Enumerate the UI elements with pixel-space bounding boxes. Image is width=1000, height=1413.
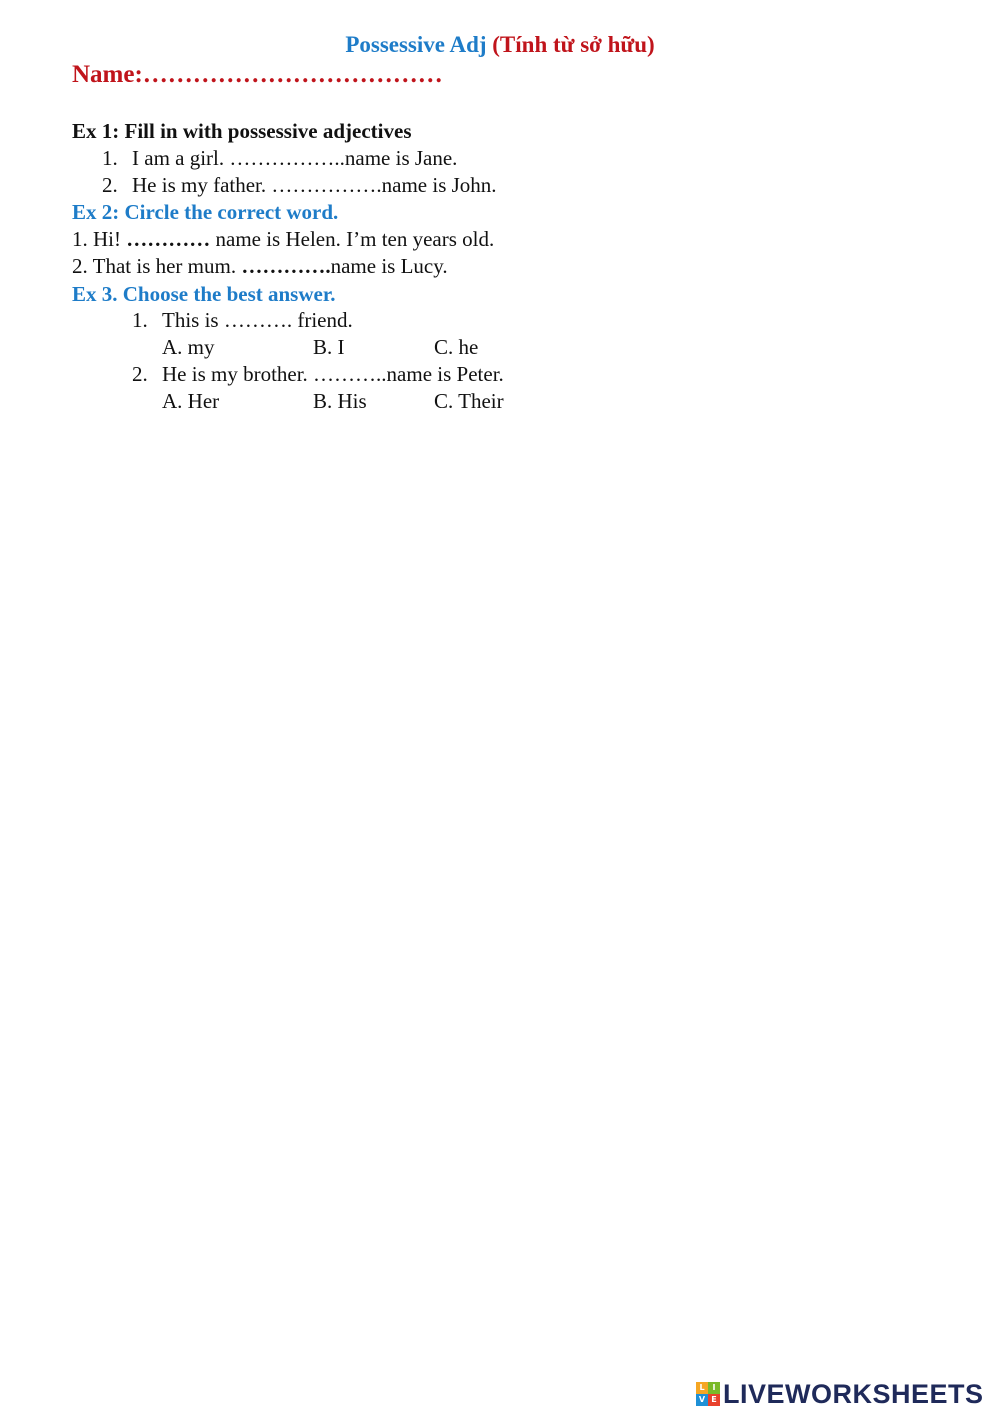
ex3-q1-option-c[interactable]: C. he bbox=[434, 335, 479, 359]
title-english: Possessive Adj bbox=[345, 32, 487, 57]
ex2-item-prefix: 2. That is her mum. bbox=[72, 254, 242, 278]
ex1-heading: Ex 1: Fill in with possessive adjectives bbox=[72, 119, 412, 143]
ex2-item-suffix: name is Helen. I’m ten years old. bbox=[210, 227, 495, 251]
ex3-q2-option-a[interactable]: A. Her bbox=[162, 389, 220, 413]
liveworksheets-logo bbox=[696, 1377, 984, 1411]
ex2-item-1 bbox=[72, 226, 494, 253]
ex3-question-number: 2. bbox=[132, 362, 148, 386]
brand-name: LIVEWORKSHEETS bbox=[723, 1378, 984, 1409]
ex2-item-prefix: 1. Hi! bbox=[72, 227, 127, 251]
ex3-q2-option-c[interactable]: C. Their bbox=[434, 389, 504, 413]
title-vietnamese: (Tính từ sở hữu) bbox=[492, 32, 655, 57]
ex1-item-text: I am a girl. ……………..name is Jane. bbox=[132, 146, 458, 170]
ex3-question-2 bbox=[132, 361, 504, 388]
student-name-field: Name:……………………………… bbox=[72, 61, 443, 88]
ex2-item-suffix: name is Lucy. bbox=[330, 254, 448, 278]
ex1-item-number: 2. bbox=[102, 173, 118, 197]
ex3-heading: Ex 3. Choose the best answer. bbox=[72, 282, 336, 306]
ex2-heading: Ex 2: Circle the correct word. bbox=[72, 200, 339, 224]
ex3-q1-option-a[interactable]: A. my bbox=[162, 335, 215, 359]
ex3-question-text: This is ………. friend. bbox=[162, 308, 353, 332]
liveworksheets-logo-icon: L I V E bbox=[696, 1382, 720, 1406]
worksheet-title bbox=[0, 28, 1000, 62]
ex1-item-2 bbox=[102, 172, 497, 199]
ex3-question-1 bbox=[132, 307, 353, 334]
ex1-item-text: He is my father. …………….name is John. bbox=[132, 173, 497, 197]
ex1-item-1 bbox=[102, 145, 457, 172]
ex1-item-number: 1. bbox=[102, 146, 118, 170]
ex2-item-2 bbox=[72, 253, 448, 280]
ex3-question-number: 1. bbox=[132, 308, 148, 332]
ex3-question-text: He is my brother. ………..name is Peter. bbox=[162, 362, 504, 386]
ex2-blank[interactable]: ………… bbox=[126, 227, 211, 251]
ex3-q1-option-b[interactable]: B. I bbox=[313, 335, 345, 359]
ex3-q2-option-b[interactable]: B. His bbox=[313, 389, 367, 413]
ex2-blank[interactable]: …………. bbox=[241, 254, 331, 278]
